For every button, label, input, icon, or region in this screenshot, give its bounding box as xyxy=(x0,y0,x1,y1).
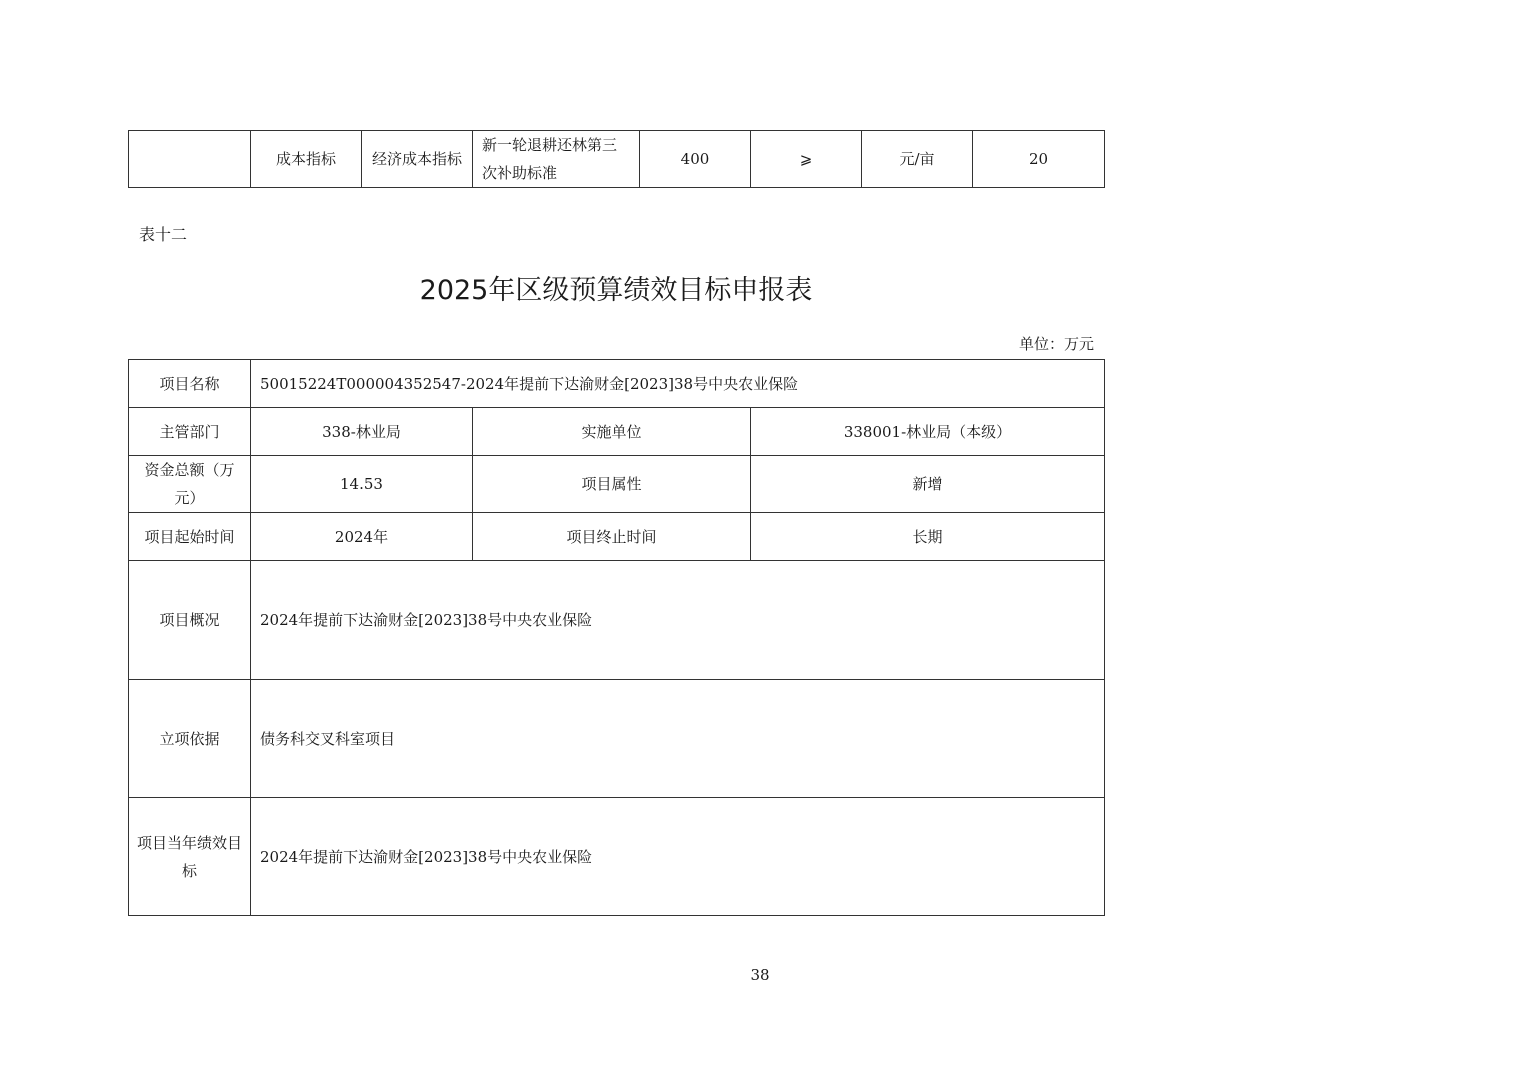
overview-value: 2024年提前下达渝财金[2023]38号中央农业保险 xyxy=(251,561,1105,680)
continued-indicator-table xyxy=(128,130,1105,188)
page-number: 38 xyxy=(750,966,770,984)
impl-unit-value: 338001-林业局（本级） xyxy=(751,408,1105,456)
end-time-value: 长期 xyxy=(751,513,1105,561)
overview-label: 项目概况 xyxy=(129,561,251,680)
start-time-value: 2024年 xyxy=(251,513,473,561)
sheet-label: 表十二 xyxy=(139,225,188,244)
impl-unit-label: 实施单位 xyxy=(473,408,751,456)
indicator-name: 新一轮退耕还林第三次补助标准 xyxy=(473,131,640,188)
basis-value: 债务科交叉科室项目 xyxy=(251,680,1105,798)
form-row-project-name xyxy=(129,360,1105,408)
form-row-period xyxy=(129,513,1105,561)
indicator-operator: ⩾ xyxy=(751,131,862,188)
form-row-department xyxy=(129,408,1105,456)
dept-value: 338-林业局 xyxy=(251,408,473,456)
unit-label: 单位：万元 xyxy=(1018,335,1094,353)
funds-value: 14.53 xyxy=(251,456,473,513)
indicator-row xyxy=(129,131,1105,188)
annual-goal-label: 项目当年绩效目标 xyxy=(129,798,251,916)
indicator-unit: 元/亩 xyxy=(862,131,973,188)
form-row-goal xyxy=(129,798,1105,916)
end-time-label: 项目终止时间 xyxy=(473,513,751,561)
form-row-basis xyxy=(129,680,1105,798)
level2-indicator: 成本指标 xyxy=(251,131,362,188)
level3-indicator: 经济成本指标 xyxy=(362,131,473,188)
indicator-value: 400 xyxy=(640,131,751,188)
indicator-weight: 20 xyxy=(973,131,1105,188)
page-title: 2025年区级预算绩效目标申报表 xyxy=(419,275,813,306)
basis-label: 立项依据 xyxy=(129,680,251,798)
dept-label: 主管部门 xyxy=(129,408,251,456)
project-attr-label: 项目属性 xyxy=(473,456,751,513)
form-row-funds xyxy=(129,456,1105,513)
project-attr-value: 新增 xyxy=(751,456,1105,513)
performance-goal-form xyxy=(128,359,1105,916)
form-row-overview xyxy=(129,561,1105,680)
project-name-label: 项目名称 xyxy=(129,360,251,408)
start-time-label: 项目起始时间 xyxy=(129,513,251,561)
annual-goal-value: 2024年提前下达渝财金[2023]38号中央农业保险 xyxy=(251,798,1105,916)
project-name-value: 50015224T000004352547-2024年提前下达渝财金[2023]38号中央农业保险 xyxy=(251,360,1105,408)
empty-cell xyxy=(129,131,251,188)
funds-label: 资金总额（万元） xyxy=(129,456,251,513)
